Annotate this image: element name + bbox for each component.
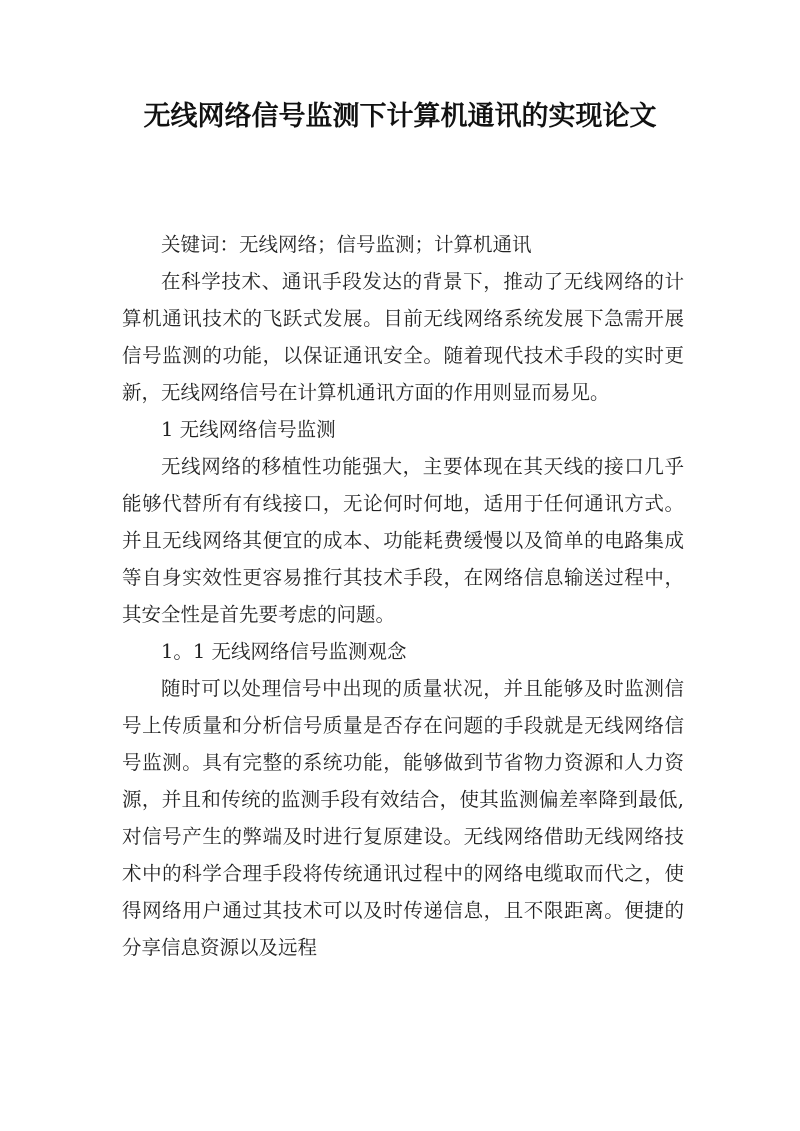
section-1-heading: 1 无线网络信号监测 <box>161 418 336 441</box>
section-1-paragraph: 无线网络的移植性功能强大，主要体现在其天线的接口几乎能够代替所有有线接口，无论何时何地，适用于任何通讯方式。并且无线网络其便宜的成本、功能耗费缓慢以及简单的电路集成等自身实效性更容易推行其技术手段，在网络信息输送过程中，其安全性是首先要考虑的问题。 <box>122 455 684 626</box>
document-body <box>122 226 684 966</box>
document-title: 无线网络信号监测下计算机通讯的实现论文 <box>143 101 657 132</box>
section-1-1-paragraph: 随时可以处理信号中出现的质量状况，并且能够及时监测信号上传质量和分析信号质量是否存在问题的手段就是无线网络信号监测。具有完整的系统功能，能够做到节省物力资源和人力资源，并且和传统的监测手段有效结合，使其监测偏差率降到最低,对信号产生的弊端及时进行复原建设。无线网络借助无线网络技术中的科学合理手段将传统通讯过程中的网络电缆取而代之，使得网络用户通过其技术可以及时传递信息，且不限距离。便捷的分享信息资源以及远程 <box>122 677 684 959</box>
intro-paragraph: 在科学技术、通讯手段发达的背景下，推动了无线网络的计算机通讯技术的飞跃式发展。目前无线网络系统发展下急需开展信号监测的功能，以保证通讯安全。随着现代技术手段的实时更新，无线网络信号在计算机通讯方面的作用则显而易见。 <box>122 270 684 404</box>
section-1-1-heading: 1。1 无线网络信号监测观念 <box>161 640 407 663</box>
keywords-line: 关键词：无线网络；信号监测；计算机通讯 <box>161 233 532 256</box>
